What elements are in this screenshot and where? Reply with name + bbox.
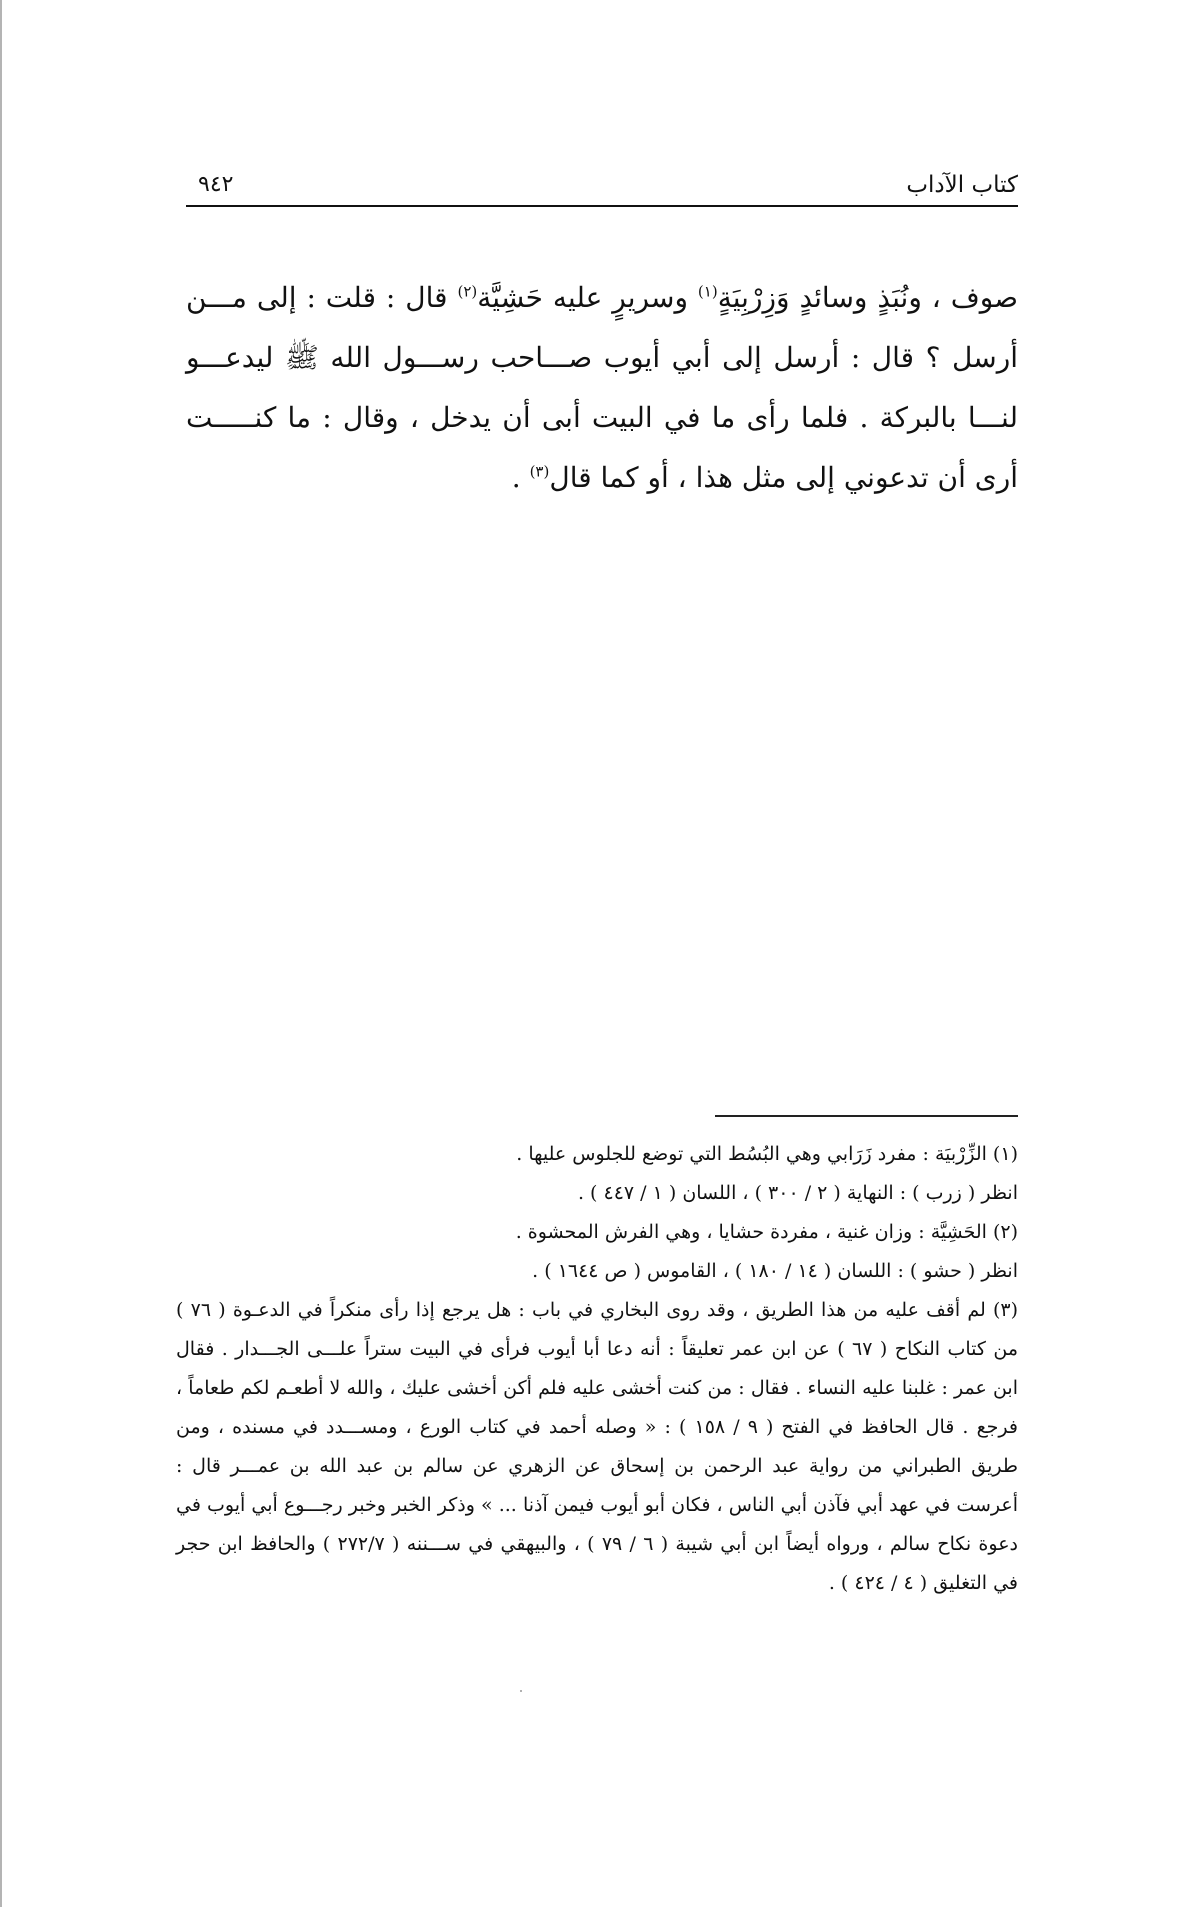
- footnote-separator: [715, 1115, 1018, 1117]
- main-text: [186, 268, 1018, 508]
- chapter-title: كتاب الآداب: [906, 172, 1018, 198]
- page-number: ٩٤٢: [198, 172, 234, 197]
- main-paragraph: [186, 268, 1018, 508]
- scan-edge: [0, 0, 2, 1907]
- text-part-1: صوف ، ونُبَذٍ وسائدٍ وَزِرْبِيَةٍ: [717, 281, 1019, 314]
- running-header: [186, 170, 1018, 206]
- footnote-3: (٣) لم أقف عليه من هذا الطريق ، وقد روى البخاري في باب : هل يرجع إذا رأى منكراً في الدعـوة ( ٧٦ ) من كتاب النكاح ( ٦٧ ) عن ابن عمر تعليقاً : أنه دعا أبا أيوب فرأى في البيت ستراً علـــى الجـــدار . فقال ابن عمر : غلبنا عليه النساء . فقال : من كنت أخشى عليه فلم أكن أخشى عليك ، والله لا أطعـم لكم طعاماً ، فرجع . قال الحافظ في الفتح ( ٩ / ١٥٨ ) : « وصله أحمد في كتاب الورع ، ومســـدد في مسنده ، ومن طريق الطبراني من رواية عبد الرحمن بن إسحاق عن الزهري عن سالم بن عبد الله بن عمـــر قال : أعرست في عهد أبي فآذن أبي الناس ، فكان أبو أيوب فيمن آذنا ... » وذكر الخبر وخبر رجـــوع أبي أيوب في دعوة نكاح سالم ، ورواه أيضاً ابن أبي شيبة ( ٦ / ٧٩ ) ، والبيهقي في ســـننه ( ٢٧٢/٧ ) والحافظ ابن حجر في التغليق ( ٤ / ٤٢٤ ) .: [176, 1299, 1019, 1594]
- text-part-2: وسريرٍ عليه حَشِيَّة: [477, 281, 698, 314]
- footnote-1-line-2: انظر ( زرب ) : النهاية ( ٢ / ٣٠٠ ) ، اللسان ( ١ / ٤٤٧ ) .: [577, 1182, 1018, 1204]
- footnote-ref-2[interactable]: (٢): [457, 282, 478, 301]
- footnote-2-line-2: انظر ( حشو ) : اللسان ( ١٤ / ١٨٠ ) ، القاموس ( ص ١٦٤٤ ) .: [532, 1260, 1018, 1282]
- footnote-2-line-1: (٢) الحَشِيَّة : وزان غنية ، مفردة حشايا ، وهي الفرش المحشوة .: [515, 1221, 1018, 1243]
- footnote-ref-3[interactable]: (٣): [529, 462, 550, 481]
- text-end: .: [511, 461, 530, 494]
- footnote-1-line-1: (١) الزِّرْبيَة : مفرد زَرَابي وهي البُسُط التي توضع للجلوس عليها .: [516, 1143, 1018, 1165]
- scan-speck: [520, 1690, 522, 1692]
- header-rule: [186, 205, 1018, 207]
- footnote-ref-1[interactable]: (١): [697, 282, 718, 301]
- text-part-3: قال : قلت : إلى مـــن أرسل ؟ قال : أرسل إلى أبي أيوب صـــاحب رســـول الله ﷺ ليدعـــو لنـــا بالبركة . فلما رأى ما في البيت أبى أن يدخل ، وقال : ما كنـــــت أرى أن تدعوني إلى مثل هذا ، أو كما قال: [186, 281, 1018, 494]
- footnotes: [176, 1135, 1018, 1603]
